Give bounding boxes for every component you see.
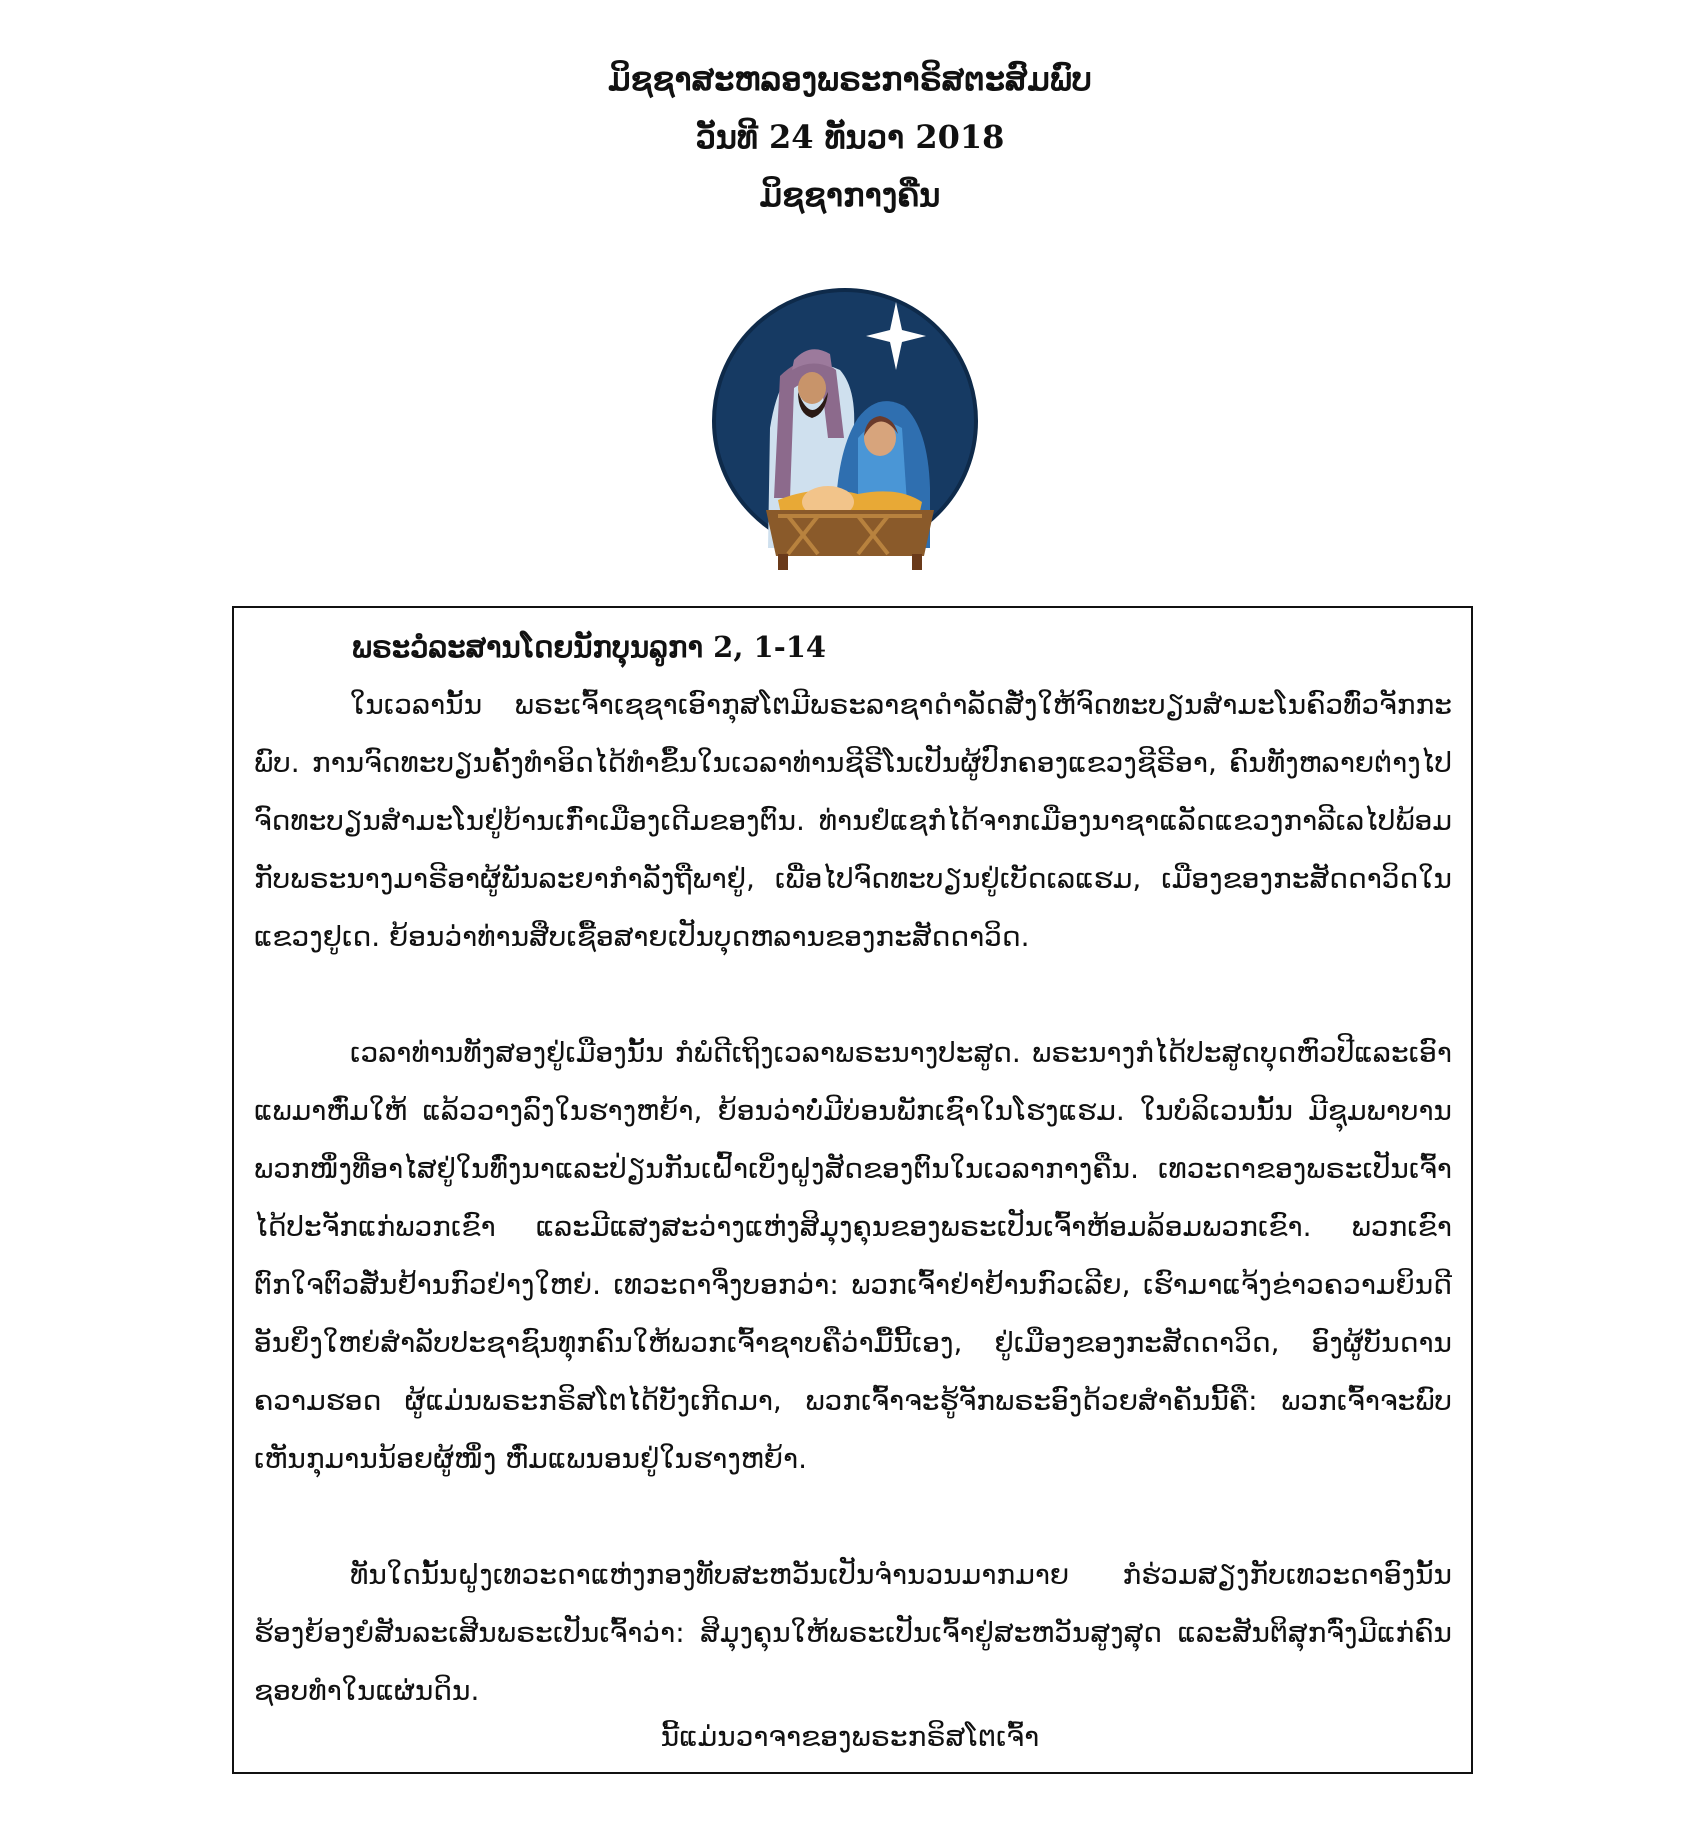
gospel-closing: ນີ້ແມ່ນວາຈາຂອງພຣະກຣິສໂຕເຈົ້າ [660, 1720, 1040, 1753]
nativity-scene-icon [708, 288, 982, 574]
gospel-paragraph-2: ເວລາທ່ານທັງສອງຢູ່ເມືອງນັ້ນ ກໍພໍດີເຖິງເວລາພຣະນາງປະສູດ. ພຣະນາງກໍໄດ້ປະສູດບຸດຫົວປີແລະເອົາແພມາຫົ່ມໃຫ້ ແລ້ວວາງລົງໃນຮາງຫຍ້າ, ຍ້ອນວ່າບໍ່ມີບ່ອນພັກເຊົາໃນໂຮງແຮມ. ໃນບໍລິເວນນັ້ນ ມີຊຸມພາບານພວກໜຶ່ງທີ່ອາໄສຢູ່ໃນທົ່ງນາແລະປ່ຽນກັນເຝົ້າເບິ່ງຝູງສັດຂອງຕົນໃນເວລາກາງຄືນ. ເທວະດາຂອງພຣະເປັນເຈົ້າໄດ້ປະຈັກແກ່ພວກເຂົາ ແລະມີແສງສະວ່າງແຫ່ງສິມຸງຄຸນຂອງພຣະເປັນເຈົ້າຫ້ອມລ້ອມພວກເຂົາ. ພວກເຂົາຕົກໃຈຕົວສັ່ນຢ້ານກົວຢ່າງໃຫຍ່. ເທວະດາຈຶ່ງບອກວ່າ: ພວກເຈົ້າຢ່າຢ້ານກົວເລີຍ, ເຮົາມາແຈ້ງຂ່າວຄວາມຍິນດີອັນຍິ່ງໃຫຍ່ສຳລັບປະຊາຊົນທຸກຄົນໃຫ້ພວກເຈົ້າຊາບຄືວ່າມື້ນີ້ເອງ, ຢູ່ເມືອງຂອງກະສັດດາວິດ, ອົງຜູ້ບັນດານຄວາມຮອດ ຜູ້ແມ່ນພຣະກຣິສໂຕໄດ້ບັງເກີດມາ, ພວກເຈົ້າຈະຮູ້ຈັກພຣະອົງດ້ວຍສຳຄັນນີ້ຄື: ພວກເຈົ້າຈະພົບເຫັນກຸມານນ້ອຍຜູ້ໜຶ່ງ ຫົ່ມແພນອນຢູ່ໃນຮາງຫຍ້າ. [254, 1036, 1452, 1475]
page-date: ວັນທີ 24 ທັນວາ 2018 [695, 118, 1005, 156]
gospel-paragraph-1: ໃນເວລານັ້ນ ພຣະເຈົ້າເຊຊາເອົາກຸສໂຕມີພຣະລາຊາດຳລັດສັ່ງໃຫ້ຈົດທະບຽນສຳມະໂນຄົວທົ່ວຈັກກະພົບ. ການຈົດທະບຽນຄັ້ງທຳອິດໄດ້ທຳຂຶ້ນໃນເວລາທ່ານຊີຣີໂນເປັນຜູ້ປົກຄອງແຂວງຊີຣີອາ, ຄົນທັງຫລາຍຕ່າງໄປຈົດທະບຽນສຳມະໂນຢູ່ບ້ານເກົ່າເມືອງເດີມຂອງຕົນ. ທ່ານຢໍແຊກໍໄດ້ຈາກເມືອງນາຊາແລັດແຂວງກາລີເລໄປພ້ອມກັບພຣະນາງມາຣີອາຜູ້ພັນລະຍາກຳລັງຖືພາຢູ່, ເພື່ອໄປຈົດທະບຽນຢູ່ເບັດເລແຮມ, ເມືອງຂອງກະສັດດາວິດໃນແຂວງຢູເດ. ຍ້ອນວ່າທ່ານສືບເຊື້ອສາຍເປັນບຸດຫລານຂອງກະສັດດາວິດ. [254, 688, 1452, 953]
gospel-paragraph-3: ທັນໃດນັ້ນຝູງເທວະດາແຫ່ງກອງທັບສະຫວັນເປັນຈຳນວນມາກມາຍ ກໍຮ່ວມສຽງກັບເທວະດາອົງນັ້ນຮ້ອງຍ້ອງຍໍສັນລະເສີນພຣະເປັນເຈົ້າວ່າ: ສິມຸງຄຸນໃຫ້ພຣະເປັນເຈົ້າຢູ່ສະຫວັນສູງສຸດ ແລະສັນຕິສຸກຈົ່ງມີແກ່ຄົນຊອບທຳໃນແຜ່ນດິນ. [254, 1558, 1452, 1707]
gospel-title: ພຣະວໍລະສານໂດຍນັກບຸນລູກາ 2, 1-14 [352, 630, 827, 664]
page-subtitle: ມິຊຊາກາງຄືນ [759, 176, 941, 214]
page-title: ມິຊຊາສະຫລອງພຣະກາຣິສຕະສົມພົບ [608, 60, 1092, 98]
